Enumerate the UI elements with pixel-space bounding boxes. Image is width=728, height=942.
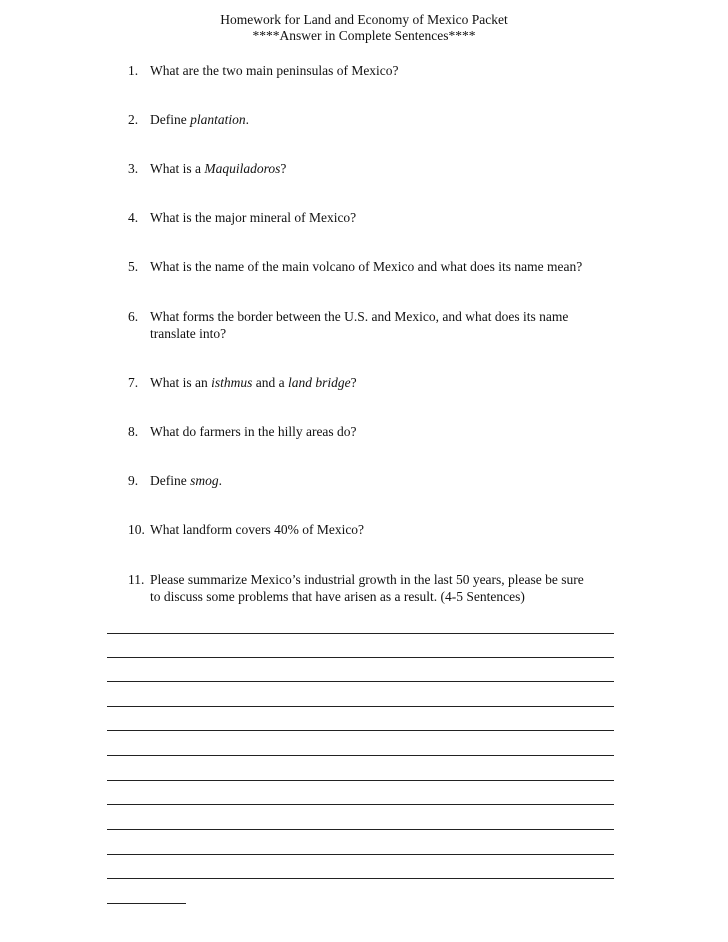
question-text: . <box>245 112 249 127</box>
answer-line <box>107 878 614 879</box>
question-number: 4. <box>128 210 139 225</box>
answer-line <box>107 657 614 658</box>
question-text: What do farmers in the hilly areas do? <box>150 424 357 439</box>
answer-line <box>107 804 614 805</box>
question-term: plantation <box>190 112 246 127</box>
question-text-continued: translate into? <box>150 326 227 341</box>
question-item <box>128 308 628 342</box>
question-text: Define <box>150 473 191 488</box>
question-term: Maquiladoros <box>204 161 281 176</box>
instruction-text: ****Answer in Complete Sentences**** <box>252 28 476 43</box>
question-text: What are the two main peninsulas of Mexico? <box>150 63 399 78</box>
question-text: Please summarize Mexico’s industrial growth in the last 50 years, please be sure <box>150 572 584 587</box>
question-text: ? <box>350 375 357 390</box>
question-text: and a <box>252 375 288 390</box>
question-item <box>128 258 628 275</box>
question-number: 2. <box>128 112 139 127</box>
question-item <box>128 160 628 177</box>
question-number: 5. <box>128 259 139 274</box>
question-number: 3. <box>128 161 139 176</box>
question-text: What is the name of the main volcano of Mexico and what does its name mean? <box>150 259 583 274</box>
question-text: Define <box>150 112 191 127</box>
question-text: What landform covers 40% of Mexico? <box>150 522 365 537</box>
answer-line <box>107 633 614 634</box>
question-text: What forms the border between the U.S. and Mexico, and what does its name <box>150 309 569 324</box>
question-number: 7. <box>128 375 139 390</box>
question-item <box>128 521 628 538</box>
page-title: Homework for Land and Economy of Mexico Packet <box>220 12 508 27</box>
question-item <box>128 209 628 226</box>
question-text: What is a <box>150 161 205 176</box>
question-item <box>128 472 628 489</box>
question-number: 11. <box>128 572 145 587</box>
question-term: isthmus <box>211 375 253 390</box>
question-number: 1. <box>128 63 139 78</box>
question-number: 9. <box>128 473 139 488</box>
question-term: land bridge <box>287 375 351 390</box>
question-item <box>128 571 628 605</box>
answer-line <box>107 681 614 682</box>
answer-line <box>107 755 614 756</box>
question-item <box>128 111 628 128</box>
question-item <box>128 423 628 440</box>
answer-line <box>107 706 614 707</box>
question-text: What is the major mineral of Mexico? <box>150 210 357 225</box>
question-text: What is an <box>150 375 212 390</box>
answer-line <box>107 829 614 830</box>
question-item <box>128 62 628 79</box>
answer-line <box>107 780 614 781</box>
question-number: 6. <box>128 309 139 324</box>
question-number: 8. <box>128 424 139 439</box>
question-text-continued: to discuss some problems that have arisen as a result. (4-5 Sentences) <box>150 589 525 604</box>
answer-line <box>107 730 614 731</box>
question-term: smog <box>190 473 219 488</box>
question-item <box>128 374 628 391</box>
question-text: . <box>218 473 222 488</box>
question-number: 10. <box>128 522 145 537</box>
answer-line <box>107 903 186 904</box>
answer-line <box>107 854 614 855</box>
question-text: ? <box>280 161 287 176</box>
